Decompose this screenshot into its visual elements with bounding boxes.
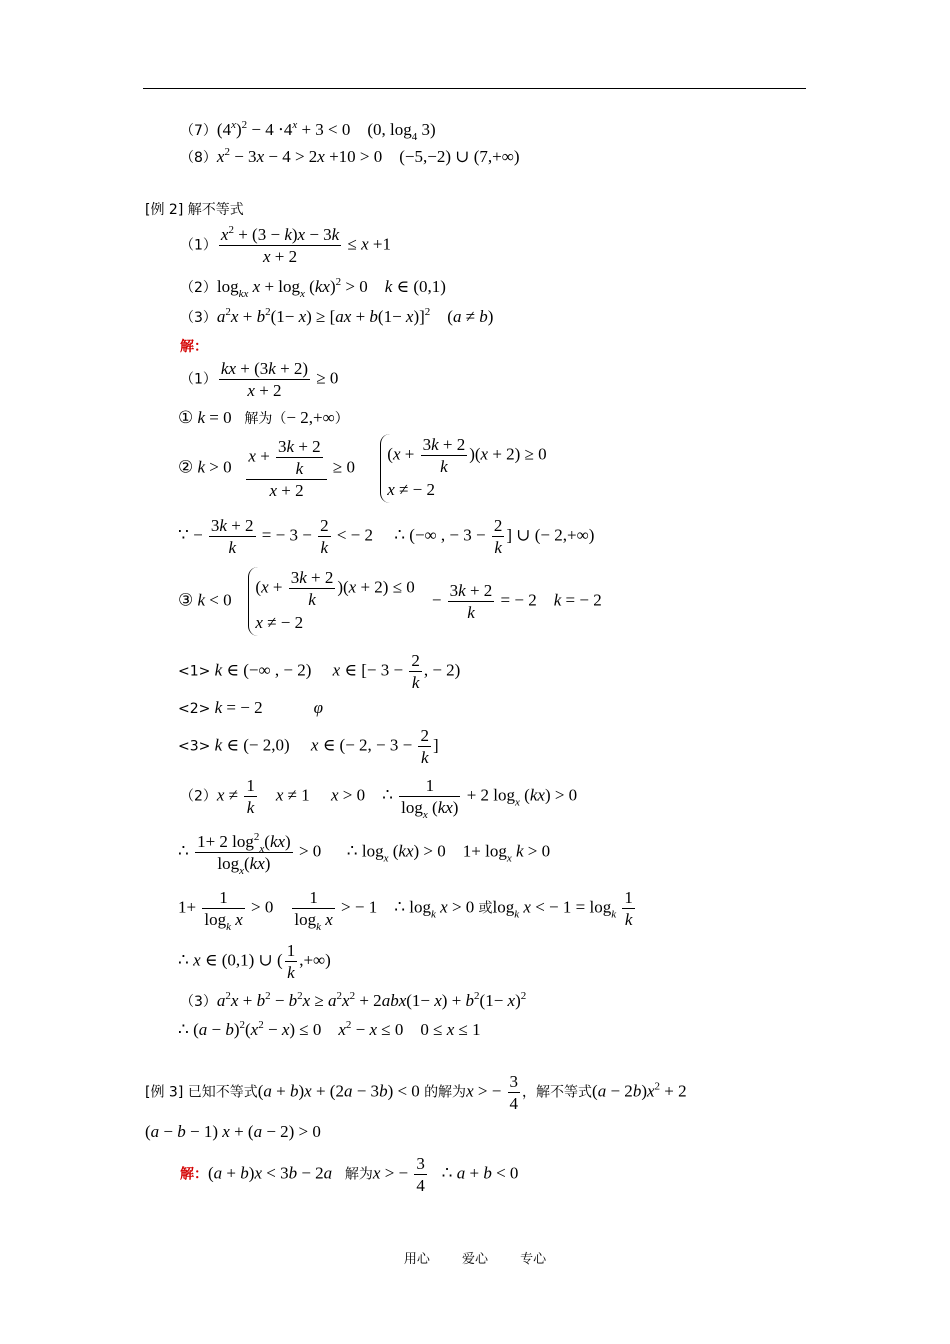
example-3-statement: [例 3] 已知不等式(a + b)x + (2a − 3b) < 0 的解为x > − $\frac{3}{4}$ ，解不等式$(a - 2b)x^2 + 2$ bbox=[145, 1072, 687, 1113]
subcase-3: <3> k ∈ (− 2,0) x ∈ (− 2, − 3 − $\frac{2}{k}$ ] bbox=[178, 726, 439, 767]
sol-2-line-2: ∴ $\frac{1+ 2 \log^2_x(kx)}{\log_x(kx)}$ > 0 ∴ $\log_x (kx) > 0$ $1+ \log_x k > 0$ bbox=[178, 831, 551, 877]
sol-2-line-3: 1+ $\frac{1}{\log_k x}$ > 0 $\frac{1}{\log_k x}$ > − 1 ∴ $\log_k x > 0$ 或$\log_k x$ < − $1 = \log_k$ $\frac{1}{k}$ bbox=[178, 888, 633, 933]
ex2-problem-3: $(3)a^2x + b^2(1- x) \ge [ax + b(1- x)]^2$ (a ≠ b) bbox=[180, 306, 494, 326]
subcase-2: <2> k = − 2 φ bbox=[178, 698, 324, 717]
sol-2-start: （2）x ≠ $\frac{1}{k}$ x ≠ 1 x > 0 ∴ $\frac{1}{\log_x (kx)}$ + 2 $\log_x (kx) > 0$ bbox=[180, 776, 578, 821]
sol-3-line-1: $(3)a^2x + b^2 - b^2x \ge a^2x^2 + 2abx(1- x) + b^2(1- x)^2$ bbox=[180, 990, 527, 1010]
footer-text-1: 用心 bbox=[403, 1252, 430, 1267]
ex2-problem-1: （1） $\frac{x^2 + (3 - k)x - 3k}{x + 2}$ ≤ x +1 bbox=[180, 224, 391, 266]
sol-2-answer: ∴ x ∈ (0,1) ∪ ( $\frac{1}{k}$ ,+∞) bbox=[178, 941, 331, 982]
example-2-title: [例 2] 解不等式 bbox=[145, 202, 244, 218]
footer-text-2: 爱心 bbox=[461, 1252, 488, 1267]
item-7: $(7)(4^x)^2 - 4 \cdot 4^x + 3 < 0$ (0, $\log_4 3$) bbox=[180, 119, 436, 143]
item-8: $(8)x^2 - 3x - 4 > 2x +10 > 0$ (−5,−2) ∪ (7,+∞) bbox=[180, 146, 520, 166]
example-3-statement-cont: (a − b − 1) x + (a − 2) > 0 bbox=[145, 1122, 321, 1141]
sol-1-start: （1） $\frac{kx + (3k + 2)}{x + 2}$ ≥ 0 bbox=[180, 359, 339, 400]
ex3-solution: 解：(a + b)x < 3b − 2a 解为x > − $\frac{3}{4}$ ∴ a + b < 0 bbox=[180, 1154, 519, 1195]
page-footer bbox=[0, 1248, 950, 1267]
therefore-line-1: ∵ − $\frac{3k + 2}{k}$ = − 3 − $\frac{2}{k}$ < − 2 ∴ (−∞ , − 3 − $\frac{2}{k}$ ] ∪ (− 2,+∞) bbox=[178, 516, 595, 557]
solution-label: 解： bbox=[180, 339, 208, 355]
footer-text-3: 专心 bbox=[520, 1252, 547, 1267]
subcase-1: <1> k ∈ (−∞ , − 2) x ∈ [− 3 − $\frac{2}{k}$ , − 2) bbox=[178, 651, 461, 692]
case-k-zero: ① k = 0 解为（− 2,+∞） bbox=[178, 408, 349, 427]
sol-3-line-2: ∴ $(a - b)^2(x^2 - x) \le 0$ $x^2 - x \le 0$ 0 ≤ x ≤ 1 bbox=[178, 1019, 481, 1039]
case-k-negative: ③ k < 0 (x + $\frac{3k + 2}{k}$ )(x + 2) ≤ 0 x ≠ − 2 − $\frac{3k + 2}{k}$ = − 2 k = − 2 bbox=[178, 567, 602, 636]
case-k-positive: ② k > 0 x + $\frac{3k + 2}{k}$ x + 2 ≥ 0 (x + $\frac{3k + 2}{k}$ )(x + 2) ≥ 0 x ≠ − 2 bbox=[178, 434, 547, 503]
ex2-problem-2: $(2)\log_{kx}$ $x + \log_x (kx)^2 > 0$ k ∈ (0,1) bbox=[180, 276, 446, 300]
header-rule bbox=[143, 88, 806, 89]
